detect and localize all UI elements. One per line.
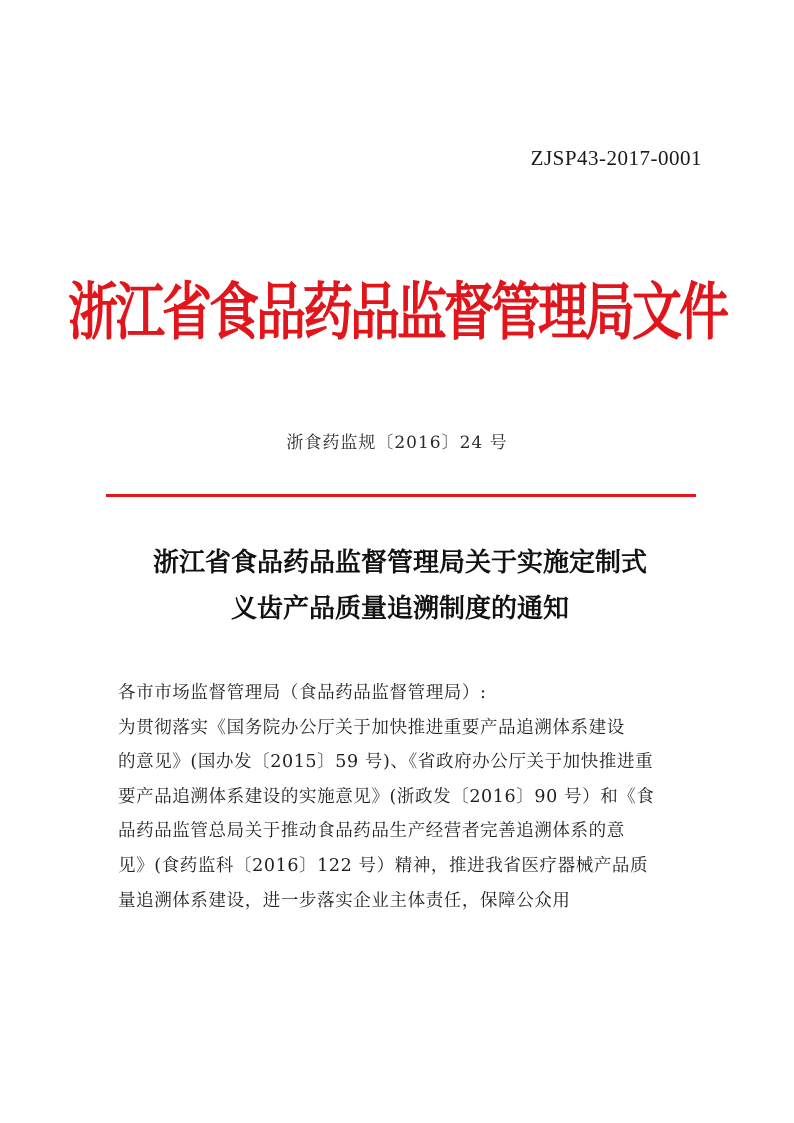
issue-number: 浙食药监规〔2016〕24 号: [286, 433, 508, 453]
body-line: 品药品监管总局关于推动食品药品生产经营者完善追溯体系的意: [118, 821, 625, 842]
masthead-title: 浙江省食品药品监督管理局文件: [68, 274, 726, 349]
salutation: 各市市场监督管理局（食品药品监督管理局）:: [118, 683, 487, 703]
body-text: [118, 676, 708, 918]
body-line: 量追溯体系建设，进一步落实企业主体责任，保障公众用: [118, 890, 571, 911]
body-line: 为贯彻落实《国务院办公厅关于加快推进重要产品追溯体系建设: [118, 717, 625, 738]
body-line: 见》(食药监科〔2016〕122 号）精神，推进我省医疗器械产品质: [118, 855, 649, 876]
notice-title-line-1: 浙江省食品药品监督管理局关于实施定制式: [152, 548, 647, 578]
notice-title-line-2: 义齿产品质量追溯制度的通知: [230, 594, 569, 624]
document-code: ZJSP43-2017-0001: [530, 146, 702, 170]
body-line: 的意见》(国办发〔2015〕59 号)、《省政府办公厅关于加快推进重: [118, 752, 654, 773]
body-line: 要产品追溯体系建设的实施意见》(浙政发〔2016〕90 号）和《食: [118, 786, 655, 807]
red-divider-line: [106, 494, 696, 497]
notice-title: [100, 540, 700, 632]
